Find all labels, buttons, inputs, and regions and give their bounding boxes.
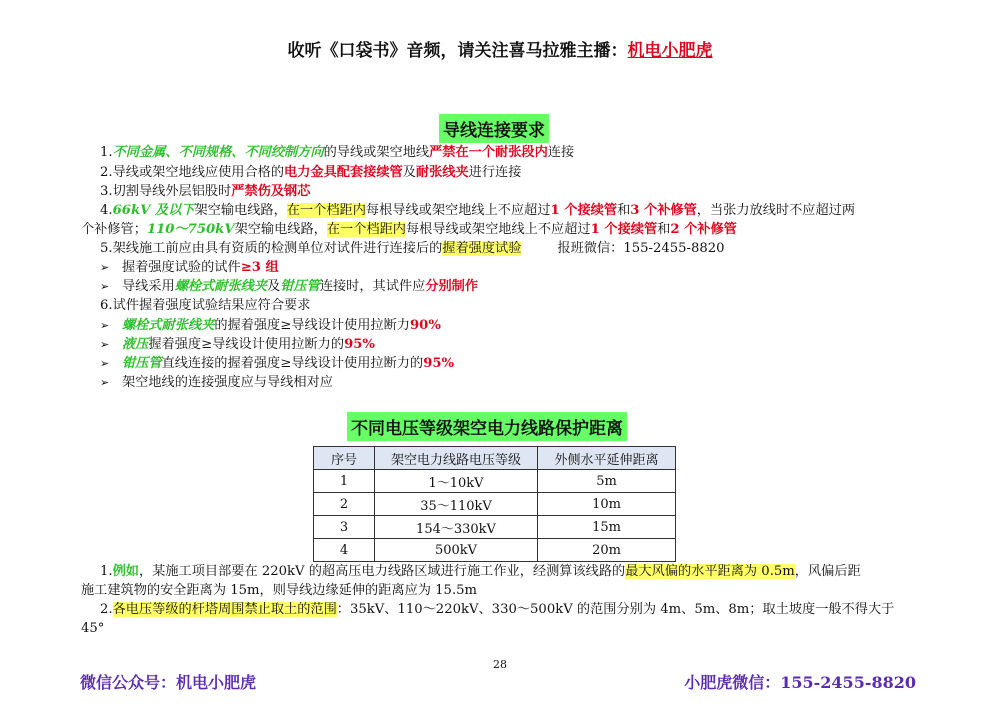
table-cell: 1～10kV — [375, 470, 538, 493]
footer-wechat-contact: 小肥虎微信：155-2455-8820 — [684, 673, 916, 692]
bullet-3: ➢ 螺栓式耐张线夹的握着强度≥导线设计使用拉断力90% — [100, 316, 441, 336]
table-cell: 500kV — [375, 539, 538, 562]
protection-distance-table — [313, 446, 676, 562]
table-header-row — [314, 447, 676, 470]
item-6: 6.试件握着强度试验结果应符合要求 — [100, 298, 311, 313]
table-header-cell: 架空电力线路电压等级 — [375, 447, 538, 470]
note-1: 1.例如，某施工项目部要在 220kV 的超高压电力线路区域进行施工作业，经测算该线路的最大风偏的水平距离为 0.5m，风偏后距 — [100, 564, 861, 579]
bullet-5: ➢ 钳压管直线连接的握着强度≥导线设计使用拉断力的95% — [100, 354, 454, 374]
page-header — [0, 36, 1000, 61]
table-row — [314, 493, 676, 516]
note-2-continued: 45° — [81, 621, 105, 636]
table-header-cell: 序号 — [314, 447, 375, 470]
arrow-bullet-icon: ➢ — [100, 357, 110, 370]
item-4: 4.66kV 及以下架空输电线路，在一个档距内每根导线或架空地线上不应超过1 个接续管和3 个补修管，当张力放线时不应超过两 — [100, 203, 856, 218]
table-cell: 5m — [538, 470, 676, 493]
table-header-cell: 外侧水平延伸距离 — [538, 447, 676, 470]
note-1-continued: 施工建筑物的安全距离为 15m，则导线边缘延伸的距离应为 15.5m — [81, 583, 478, 598]
page-number: 28 — [493, 658, 507, 671]
section-title-protection-distance: 不同电压等级架空电力线路保护距离 — [347, 412, 627, 441]
arrow-bullet-icon: ➢ — [100, 280, 110, 293]
arrow-bullet-icon: ➢ — [100, 319, 110, 332]
table-cell: 10m — [538, 493, 676, 516]
note-2: 2.各电压等级的杆塔周围禁止取土的范围：35kV、110～220kV、330～500kV 的范围分别为 4m、5m、8m；取土坡度一般不得大于 — [100, 602, 895, 617]
arrow-bullet-icon: ➢ — [100, 376, 110, 389]
table-cell: 4 — [314, 539, 375, 562]
table-row — [314, 539, 676, 562]
table-cell: 20m — [538, 539, 676, 562]
item-4-continued: 个补修管；110～750kV架空输电线路，在一个档距内每根导线或架空地线上不应超过1 个接续管和2 个补修管 — [81, 222, 737, 237]
bullet-4: ➢ 液压握着强度≥导线设计使用拉断力的95% — [100, 335, 375, 355]
table-cell: 15m — [538, 516, 676, 539]
item-5: 5.架线施工前应由具有资质的检测单位对试件进行连接后的握着强度试验 报班微信：155-2455-8820 — [100, 241, 725, 256]
table-cell: 154～330kV — [375, 516, 538, 539]
bullet-6: ➢ 架空地线的连接强度应与导线相对应 — [100, 373, 333, 393]
item-3: 3.切割导线外层铝股时严禁伤及钢芯 — [100, 184, 311, 199]
item-2: 2.导线或架空地线应使用合格的电力金具配套接续管及耐张线夹进行连接 — [100, 165, 522, 180]
table-row — [314, 516, 676, 539]
arrow-bullet-icon: ➢ — [100, 338, 110, 351]
table-cell: 3 — [314, 516, 375, 539]
item-1: 1.不同金属、不同规格、不同绞制方向的导线或架空地线严禁在一个耐张段内连接 — [100, 145, 575, 160]
anchor-name[interactable]: 机电小肥虎 — [627, 41, 713, 61]
table-row — [314, 470, 676, 493]
bullet-2: ➢ 导线采用螺栓式耐张线夹及钳压管连接时，其试件应分别制作 — [100, 277, 478, 297]
arrow-bullet-icon: ➢ — [100, 261, 110, 274]
header-prefix: 收听《口袋书》音频，请关注喜马拉雅主播： — [287, 41, 628, 61]
table-cell: 35～110kV — [375, 493, 538, 516]
section-title-conductor-connection: 导线连接要求 — [439, 114, 549, 143]
wechat-contact: 报班微信：155-2455-8820 — [557, 241, 725, 256]
table-cell: 2 — [314, 493, 375, 516]
bullet-1: ➢ 握着强度试验的试件≥3 组 — [100, 258, 279, 278]
footer-wechat-account: 微信公众号：机电小肥虎 — [80, 673, 257, 692]
table-cell: 1 — [314, 470, 375, 493]
